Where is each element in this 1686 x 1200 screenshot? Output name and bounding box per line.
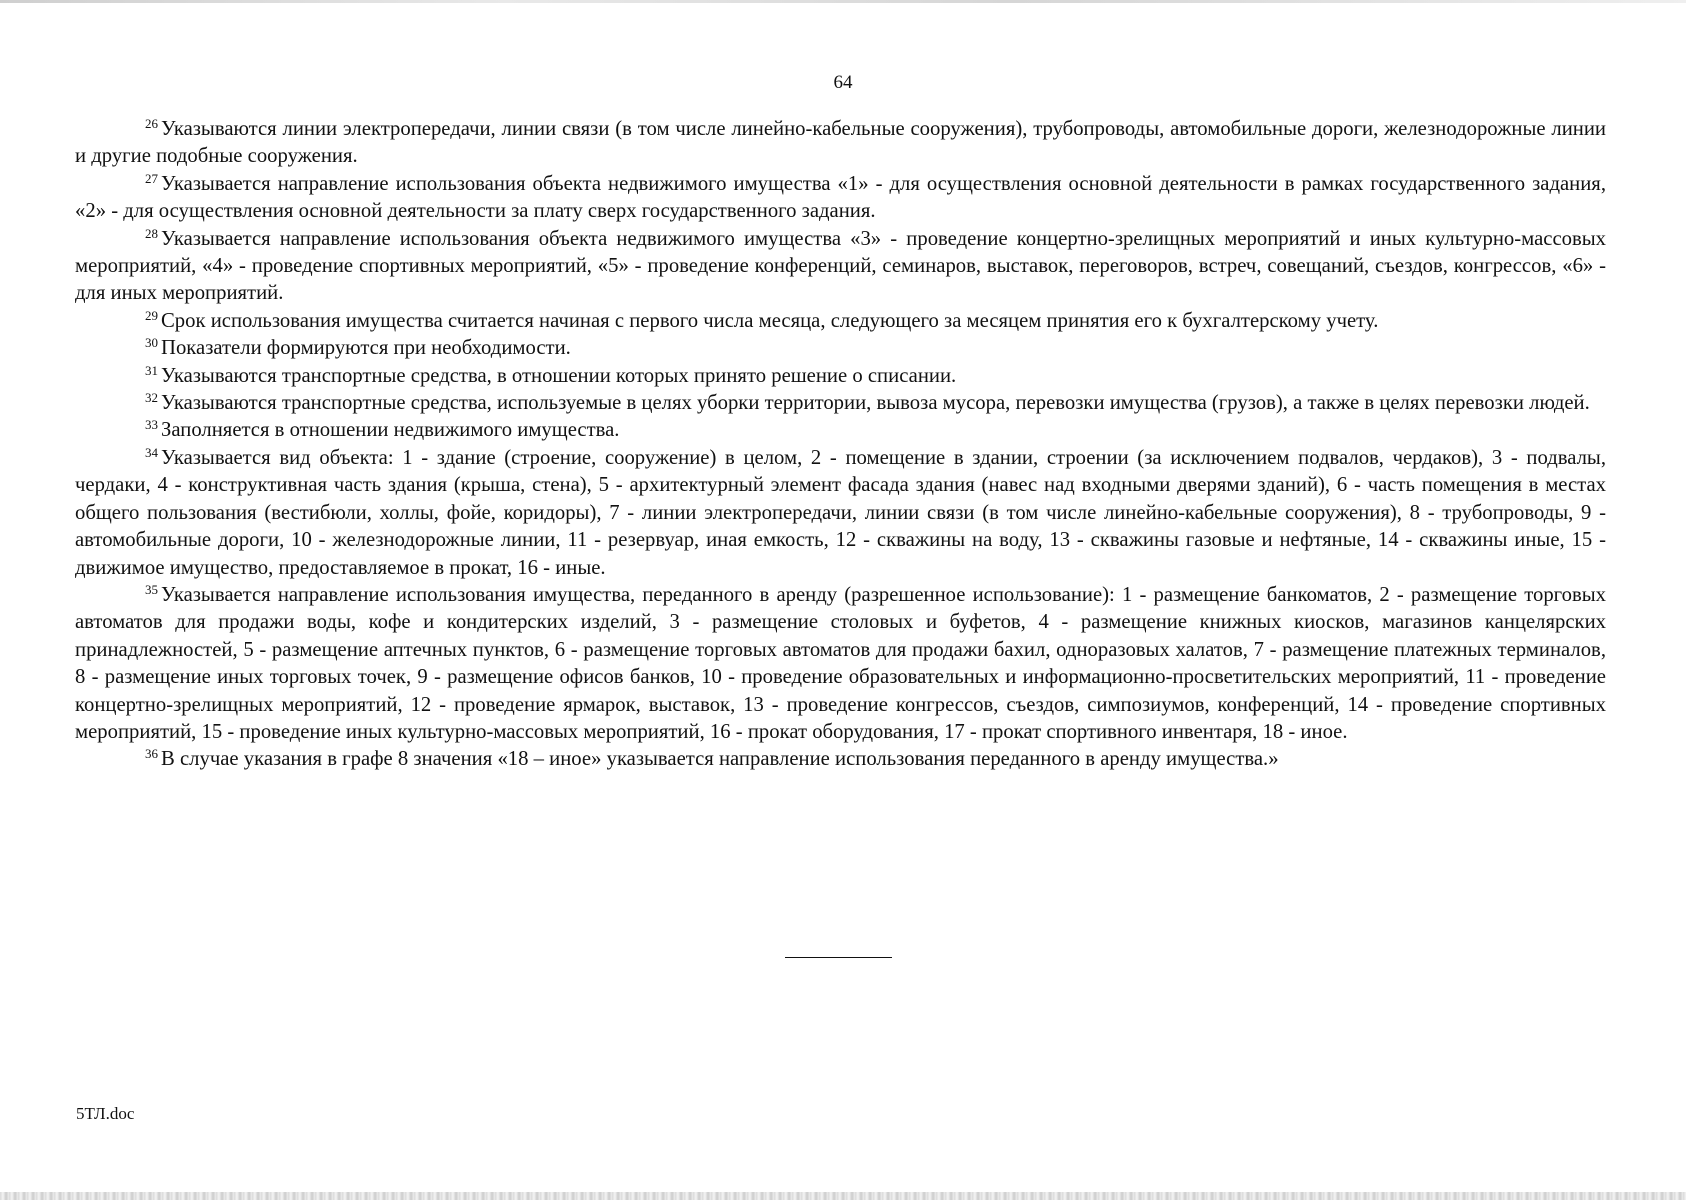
footnote-text: Срок использования имущества считается начиная с первого числа месяца, следующего за месяцем принятия его к бухгалтерскому учету. [161, 309, 1379, 332]
footnote-number: 36 [145, 746, 158, 762]
footnote-34 [75, 445, 1606, 582]
footnote-36 [75, 746, 1606, 773]
footnote-32 [75, 390, 1606, 417]
footnotes-block [75, 116, 1606, 774]
file-name-footer: 5ТЛ.doc [76, 1104, 135, 1123]
footnote-33 [75, 417, 1606, 444]
footnote-number: 28 [145, 225, 158, 241]
footnote-text: Указываются транспортные средства, используемые в целях уборки территории, вывоза мусора, перевозки имущества (грузов), а также в целях перевозки людей. [161, 392, 1590, 415]
footnote-number: 27 [145, 170, 158, 186]
footnote-35 [75, 582, 1606, 746]
footnote-number: 33 [145, 417, 158, 433]
footnote-number: 29 [145, 307, 158, 323]
end-rule [785, 957, 892, 958]
footnote-27 [75, 171, 1606, 226]
footnote-text: Указывается направление использования объекта недвижимого имущества «1» - для осуществления основной деятельности в рамках государственного задания, «2» - для осуществления основной деятельности за плату сверх государственного задания. [75, 172, 1606, 223]
footnote-number: 26 [145, 116, 158, 131]
footnote-text: В случае указания в графе 8 значения «18 – иное» указывается направление использования переданного в аренду имущества.» [161, 748, 1279, 771]
scan-edge-top [0, 0, 1686, 3]
footnote-number: 32 [145, 390, 158, 406]
footnote-text: Указывается вид объекта: 1 - здание (строение, сооружение) в целом, 2 - помещение в здании, строении (за исключением подвалов, чердаков), 3 - подвалы, чердаки, 4 - конструктивная часть здания (крыша, стена), 5 - архитектурный элемент фасада здания (навес над входными дверями зданий), 6 - часть помещения в местах общего пользования (вестибюли, холлы, фойе, коридоры), 7 - линии электропередачи, линии связи (в том числе линейно-кабельные сооружения), 8 - трубопроводы, 9 - автомобильные дороги, 10 - железнодорожные линии, 11 - резервуар, иная емкость, 12 - скважины на воду, 13 - скважины газовые и нефтяные, 14 - скважины иные, 15 - движимое имущество, предоставляемое в прокат, 16 - иные. [75, 446, 1606, 579]
footnote-text: Указывается направление использования имущества, переданного в аренду (разрешенное использование): 1 - размещение банкоматов, 2 - размещение торговых автоматов для продажи воды, кофе и кондитерских изделий, 3 - размещение столовых и буфетов, 4 - размещение книжных киосков, магазинов канцелярских принадлежностей, 5 - размещение аптечных пунктов, 6 - размещение торговых автоматов для продажи бахил, одноразовых халатов, 7 - размещение платежных терминалов, 8 - размещение иных торговых точек, 9 - размещение офисов банков, 10 - проведение образовательных и информационно-просветительских мероприятий, 11 - проведение концертно-зрелищных мероприятий, 12 - проведение ярмарок, выставок, 13 - проведение конгрессов, съездов, симпозиумов, конференций, 14 - проведение спортивных мероприятий, 15 - проведение иных культурно-массовых мероприятий, 16 - прокат оборудования, 17 - прокат спортивного инвентаря, 18 - иное. [75, 583, 1606, 743]
page-number: 64 [833, 72, 853, 93]
footnote-number: 35 [145, 581, 158, 597]
footnote-number: 30 [145, 335, 158, 351]
footnote-text: Заполняется в отношении недвижимого имущества. [161, 419, 620, 442]
footnote-text: Указываются транспортные средства, в отношении которых принято решение о списании. [161, 364, 957, 387]
footnote-number: 31 [145, 362, 158, 378]
footnote-text: Показатели формируются при необходимости. [161, 337, 571, 360]
footnote-29 [75, 308, 1606, 335]
footnote-26 [75, 116, 1606, 171]
scan-edge-bottom [0, 1192, 1686, 1200]
footnote-text: Указывается направление использования объекта недвижимого имущества «3» - проведение концертно-зрелищных мероприятий и иных культурно-массовых мероприятий, «4» - проведение спортивных мероприятий, «5» - проведение конференций, семинаров, выставок, переговоров, встреч, совещаний, съездов, конгрессов, «6» - для иных мероприятий. [75, 227, 1606, 305]
footnote-30 [75, 335, 1606, 362]
footnote-number: 34 [145, 444, 158, 460]
footnote-31 [75, 363, 1606, 390]
footnote-text: Указываются линии электропередачи, линии связи (в том числе линейно-кабельные сооружения), трубопроводы, автомобильные дороги, железнодорожные линии и другие подобные сооружения. [75, 118, 1606, 168]
footnote-28 [75, 226, 1606, 308]
